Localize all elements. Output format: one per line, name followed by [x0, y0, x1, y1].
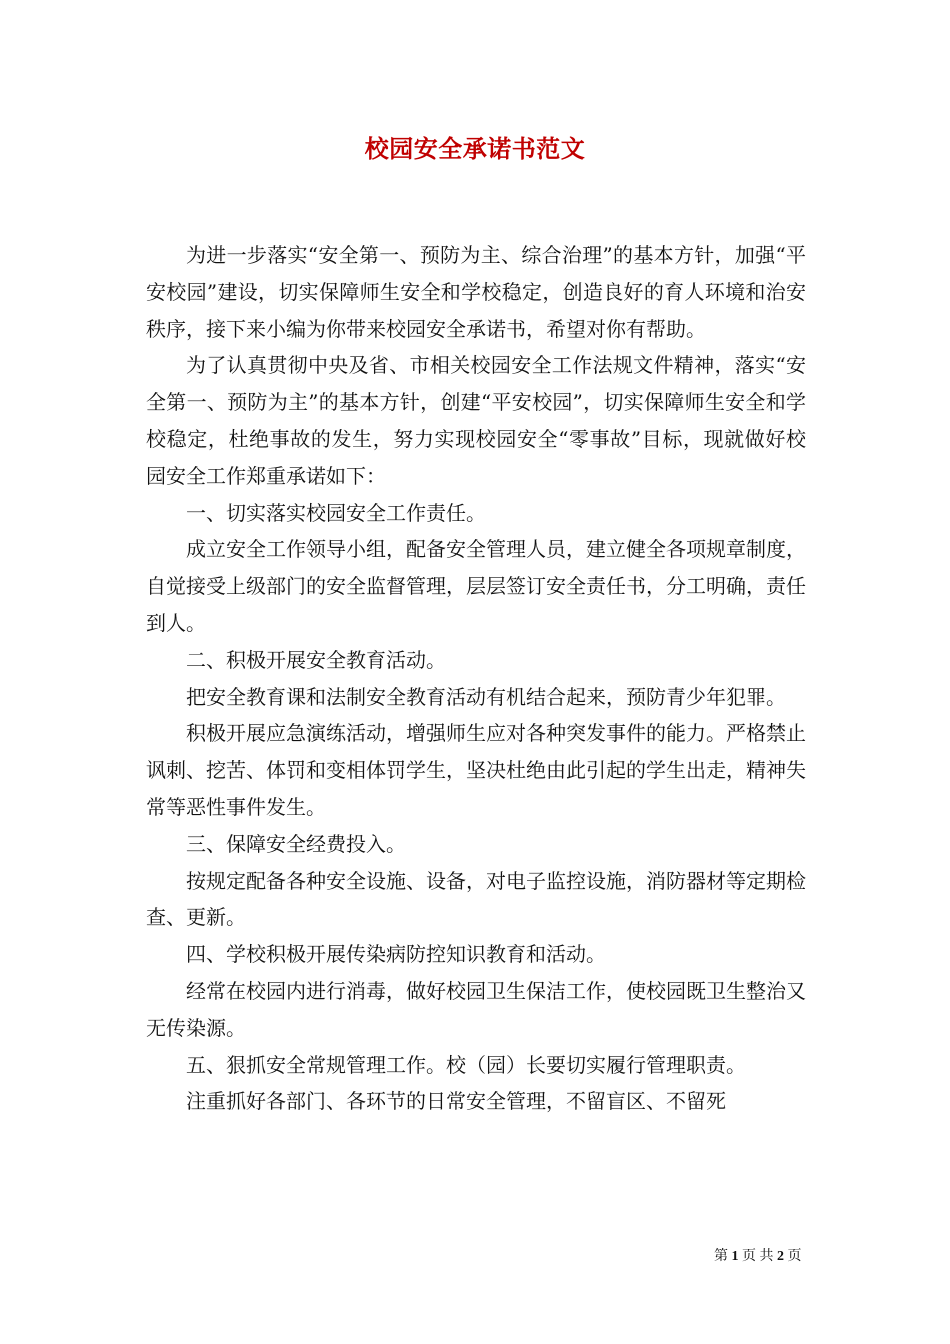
document-body — [146, 237, 806, 1120]
section-text-5: 注重抓好各部门、各环节的日常安全管理，不留盲区、不留死 — [186, 1089, 726, 1114]
page-number-footer — [714, 1247, 802, 1267]
section-heading-2: 二、积极开展安全教育活动。 — [186, 647, 446, 672]
section-heading-5: 五、狠抓安全常规管理工作。校（园）长要切实履行管理职责。 — [186, 1052, 746, 1077]
paragraph-purpose: 为了认真贯彻中央及省、市相关校园安全工作法规文件精神，落实“安全第一、预防为主”的基本方针，创建“平安校园”，切实保障师生安全和学校稳定，杜绝事故的发生，努力实现校园安全“零事故”目标，现就做好校园安全工作郑重承诺如下： — [146, 353, 806, 488]
section-heading-1: 一、切实落实校园安全工作责任。 — [186, 500, 486, 525]
section-text-3: 按规定配备各种安全设施、设备，对电子监控设施，消防器材等定期检查、更新。 — [146, 868, 806, 930]
total-page-number: 2 — [777, 1249, 784, 1264]
section-text-1: 成立安全工作领导小组，配备安全管理人员，建立健全各项规章制度，自觉接受上级部门的安全监督管理，层层签订安全责任书，分工明确，责任到人。 — [146, 537, 806, 635]
footer-suffix: 页 — [787, 1249, 802, 1264]
document-title: 校园安全承诺书范文 — [364, 134, 586, 163]
paragraph-intro: 为进一步落实“安全第一、预防为主、综合治理”的基本方针，加强“平安校园”建设，切实保障师生安全和学校稳定，创造良好的育人环境和治安秩序，接下来小编为你带来校园安全承诺书，希望对你有帮助。 — [146, 243, 806, 341]
current-page-number: 1 — [731, 1249, 739, 1264]
section-text-2a: 把安全教育课和法制安全教育活动有机结合起来，预防青少年犯罪。 — [186, 684, 786, 709]
section-heading-4: 四、学校积极开展传染病防控知识教育和活动。 — [186, 942, 606, 967]
section-text-2b: 积极开展应急演练活动，增强师生应对各种突发事件的能力。严格禁止讽刺、挖苦、体罚和变相体罚学生，坚决杜绝由此引起的学生出走，精神失常等恶性事件发生。 — [146, 721, 806, 819]
footer-middle: 页 共 — [742, 1249, 774, 1264]
footer-prefix: 第 — [714, 1249, 728, 1264]
section-heading-3: 三、保障安全经费投入。 — [186, 831, 406, 856]
section-text-4: 经常在校园内进行消毒，做好校园卫生保洁工作，使校园既卫生整治又无传染源。 — [146, 978, 806, 1040]
